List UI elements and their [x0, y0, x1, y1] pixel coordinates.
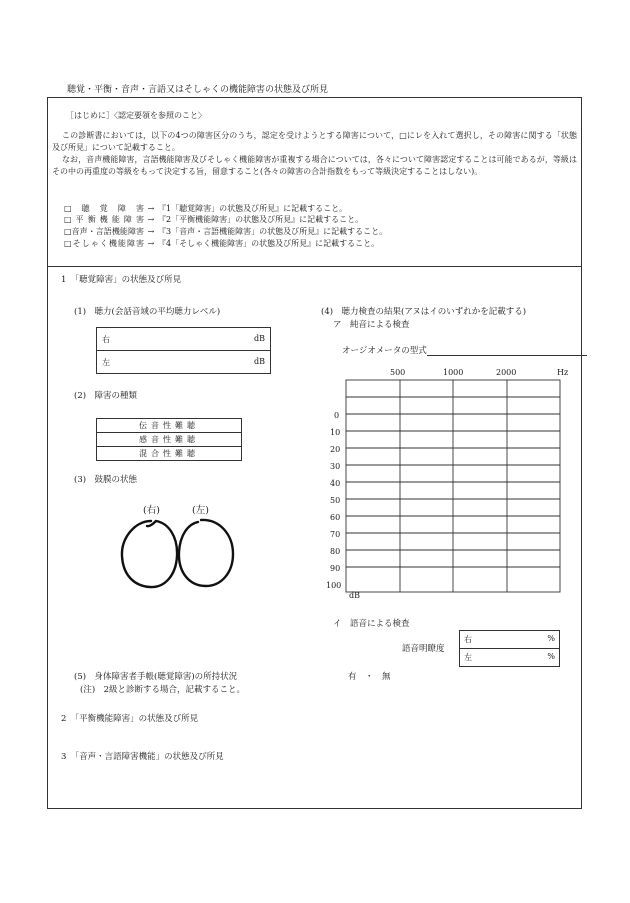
type-sensorineural[interactable]: 感音性難聴: [97, 433, 242, 447]
eardrum-right-label: (右): [143, 505, 160, 516]
db-tick: 40: [330, 479, 341, 488]
category-label: □平衡機能障害: [64, 215, 144, 224]
freq-1000: 1000: [443, 368, 464, 377]
db-tick: 0: [334, 411, 340, 420]
db-tick: 60: [330, 513, 341, 522]
db-tick: 70: [330, 530, 341, 539]
db-tick: 20: [330, 445, 341, 454]
category-row-hearing[interactable]: □聴覚障害 → 『1「聴覚障害」の状態及び所見』に記載すること。: [64, 204, 348, 213]
freq-500: 500: [390, 368, 406, 377]
db-tick: 30: [330, 462, 341, 471]
eardrum-label: (3) 鼓膜の状態: [74, 475, 138, 485]
freq-2000: 2000: [496, 368, 517, 377]
section1-title: 1 「聴覚障害」の状態及び所見: [61, 275, 182, 285]
category-label: □そしゃく機能障害: [64, 239, 144, 248]
db-unit: dB: [349, 591, 360, 600]
page-title: 聴覚・平衡・音声・言語又はそしゃくの機能障害の状態及び所見: [67, 85, 329, 95]
section2-title: 2 「平衡機能障害」の状態及び所見: [61, 714, 199, 724]
category-row-mastication[interactable]: □そしゃく機能障害 → 『4「そしゃく機能障害」の状態及び所見』に記載すること。: [64, 239, 380, 248]
db-tick: 10: [330, 428, 341, 437]
speech-clarity-table: [459, 630, 560, 667]
freq-unit: Hz: [557, 368, 569, 377]
speech-test-label: イ 語音による検査: [333, 619, 410, 629]
handbook-label: (5) 身体障害者手帳(聴覚障害)の所持状況: [74, 672, 238, 682]
section3-title: 3 「音声・言語障害機能」の状態及び所見: [61, 752, 224, 762]
intro-heading: ［はじめに］〈認定要領を参照のこと〉: [66, 111, 206, 120]
category-row-balance[interactable]: □平衡機能障害 → 『2「平衡機能障害」の状態及び所見』に記載すること。: [64, 215, 364, 224]
speech-right-cell[interactable]: 右 %: [460, 631, 560, 649]
hearing-level-right-cell[interactable]: 右 dB: [97, 328, 271, 351]
speech-left-cell[interactable]: 左 %: [460, 649, 560, 667]
pure-tone-label: ア 純音による検査: [333, 320, 410, 330]
hearing-level-left-cell[interactable]: 左 dB: [97, 351, 271, 374]
test-label: (4) 聴力検査の結果(アヌはイのいずれかを記載する): [321, 307, 527, 317]
category-label: □音声・言語機能障害: [64, 227, 144, 236]
category-label: □聴覚障害: [64, 204, 144, 213]
type-conductive[interactable]: 伝音性難聴: [97, 419, 242, 433]
intro-paragraph-2: なお，音声機能障害，言語機能障害及びそしゃく機能障害が重複する場合については，各々について障害認定することは可能であるが，等級はその中の再重度の等級をもって決定する旨，留意すること(各々の障害の合計指数をもって等級決定することはしない)。: [52, 155, 577, 176]
intro-paragraph-1: この診断書においては，以下の4つの障害区分のうち，認定を受けようとする障害について，□にレを入れて選択し，その障害に関する「状態及び所見」について記載すること。: [52, 131, 577, 152]
type-mixed[interactable]: 混合性難聴: [97, 447, 242, 461]
table-row: [460, 631, 560, 649]
db-tick: 50: [330, 496, 341, 505]
handbook-note: (注) 2級と診断する場合，記載すること。: [80, 685, 246, 695]
hearing-level-label: (1) 聴力(会話音域の平均聴力レベル): [74, 307, 221, 317]
eardrum-left-label: (左): [192, 505, 209, 516]
audiometer-model-label: オージオメータの型式: [342, 346, 427, 356]
category-row-speech[interactable]: □音声・言語機能障害 → 『3「音声・言語機能障害」の状態及び所見』に記載すること。: [64, 227, 388, 236]
table-row: [460, 649, 560, 667]
disorder-type-label: (2) 障害の種類: [74, 391, 138, 401]
db-tick: 100: [326, 581, 342, 590]
handbook-options[interactable]: 有 ・ 無: [348, 672, 391, 682]
db-tick: 90: [330, 564, 341, 573]
speech-clarity-label: 語音明瞭度: [402, 644, 445, 654]
db-tick: 80: [330, 547, 341, 556]
